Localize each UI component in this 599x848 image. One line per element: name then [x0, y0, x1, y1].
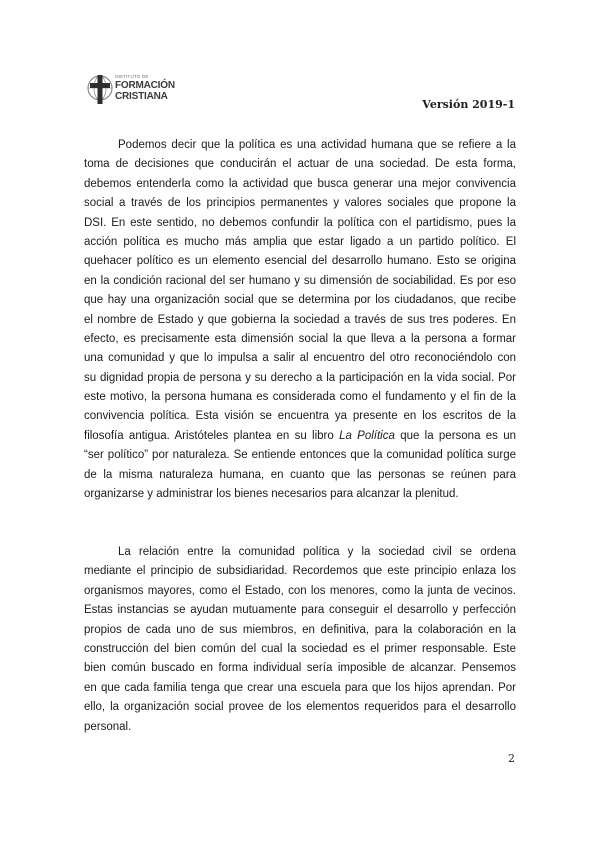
book-title: La Política — [339, 429, 395, 442]
text-line: en la condición racional del ser humano y su dimensión de sociabilidad. Es por eso — [84, 274, 516, 287]
version-label: Versión 2019-1 — [422, 98, 515, 111]
text-line: toma de decisiones que conducirán el actuar de una sociedad. De esta forma, — [84, 158, 516, 171]
cross-globe-icon — [86, 72, 116, 106]
text-line: La relación entre la comunidad política y la sociedad civil se ordena — [118, 546, 516, 558]
text-line: Podemos decir que la política es una actividad humana que se refiere a la — [118, 139, 516, 151]
text-line: el nombre de Estado y que gobierna la sociedad a través de sus tres poderes. En — [84, 313, 516, 326]
paragraph-2 — [84, 543, 516, 737]
page-number: 2 — [508, 752, 515, 765]
logo-title-line1: FORMACIÓN — [115, 80, 175, 91]
text-line: ello, la organización social provee de los elementos requeridos para el desarrollo — [84, 701, 516, 714]
text-line-with-title — [84, 427, 516, 446]
text-line: quehacer político es un elemento esencial del desarrollo humano. Esto se origina — [84, 255, 516, 268]
text-line: “ser político” por naturaleza. Se entiende entonces que la comunidad política surge — [84, 449, 516, 462]
text-line: propios de cada uno de sus miembros, en definitiva, para la colaboración en la — [84, 623, 516, 636]
text-line: Estas instancias se ayudan mutuamente para conseguir el desarrollo y perfección — [84, 604, 516, 617]
text-line: acción política es mucho más amplia que estar ligado a un partido político. El — [84, 235, 516, 248]
text-line: convivencia política. Esta visión se encuentra ya presente en los escritos de la — [84, 410, 516, 423]
logo-institute-text: INSTITUTO DE — [115, 74, 149, 79]
logo-title-line2: CRISTIANA — [115, 91, 168, 102]
text-line: efecto, es precisamente esta dimensión social la que lleva a la persona a formar — [84, 332, 516, 345]
text-segment: que la persona es un — [400, 429, 516, 442]
institution-logo — [86, 72, 176, 106]
text-line: su dignidad propia de persona y su derecho a la participación en la vida social. Por — [84, 371, 516, 384]
text-line: mediante el principio de subsidiaridad. Recordemos que este principio enlaza los — [84, 565, 516, 578]
text-line: este motivo, la persona humana es considerada como el fundamento y el fin de la — [84, 391, 516, 404]
text-line: construcción del bien común del cual la sociedad es el primer responsable. Este — [84, 642, 516, 655]
paragraph-1 — [84, 136, 516, 504]
text-line: bien común buscado en forma individual sería imposible de alcanzar. Pensemos — [84, 662, 516, 675]
text-segment: filosofía antigua. Aristóteles plantea en su libro — [84, 429, 334, 442]
text-line: personal. — [84, 720, 132, 733]
text-line: una comunidad y que lo impulsa a salir al encuentro del otro reconociéndolo con — [84, 352, 516, 365]
text-line: debemos entenderla como la actividad que busca generar una mejor convivencia — [84, 177, 516, 190]
text-line: en que cada familia tenga que crear una escuela para que los hijos aprendan. Por — [84, 681, 516, 694]
text-line: organismos mayores, como el Estado, con los menores, como la junta de vecinos. — [84, 584, 516, 597]
text-line: de la misma naturaleza humana, en cuanto que las personas se reúnen para — [84, 468, 516, 481]
text-line: que hay una organización social que se determina por los ciudadanos, que recibe — [84, 294, 516, 307]
text-line: social a través de los principios permanentes y valores sociales que propone la — [84, 197, 516, 210]
text-line: DSI. En este sentido, no debemos confundir la política con el partidismo, pues la — [84, 216, 516, 229]
text-line: organizarse y administrar los bienes necesarios para alcanzar la plenitud. — [84, 488, 459, 501]
